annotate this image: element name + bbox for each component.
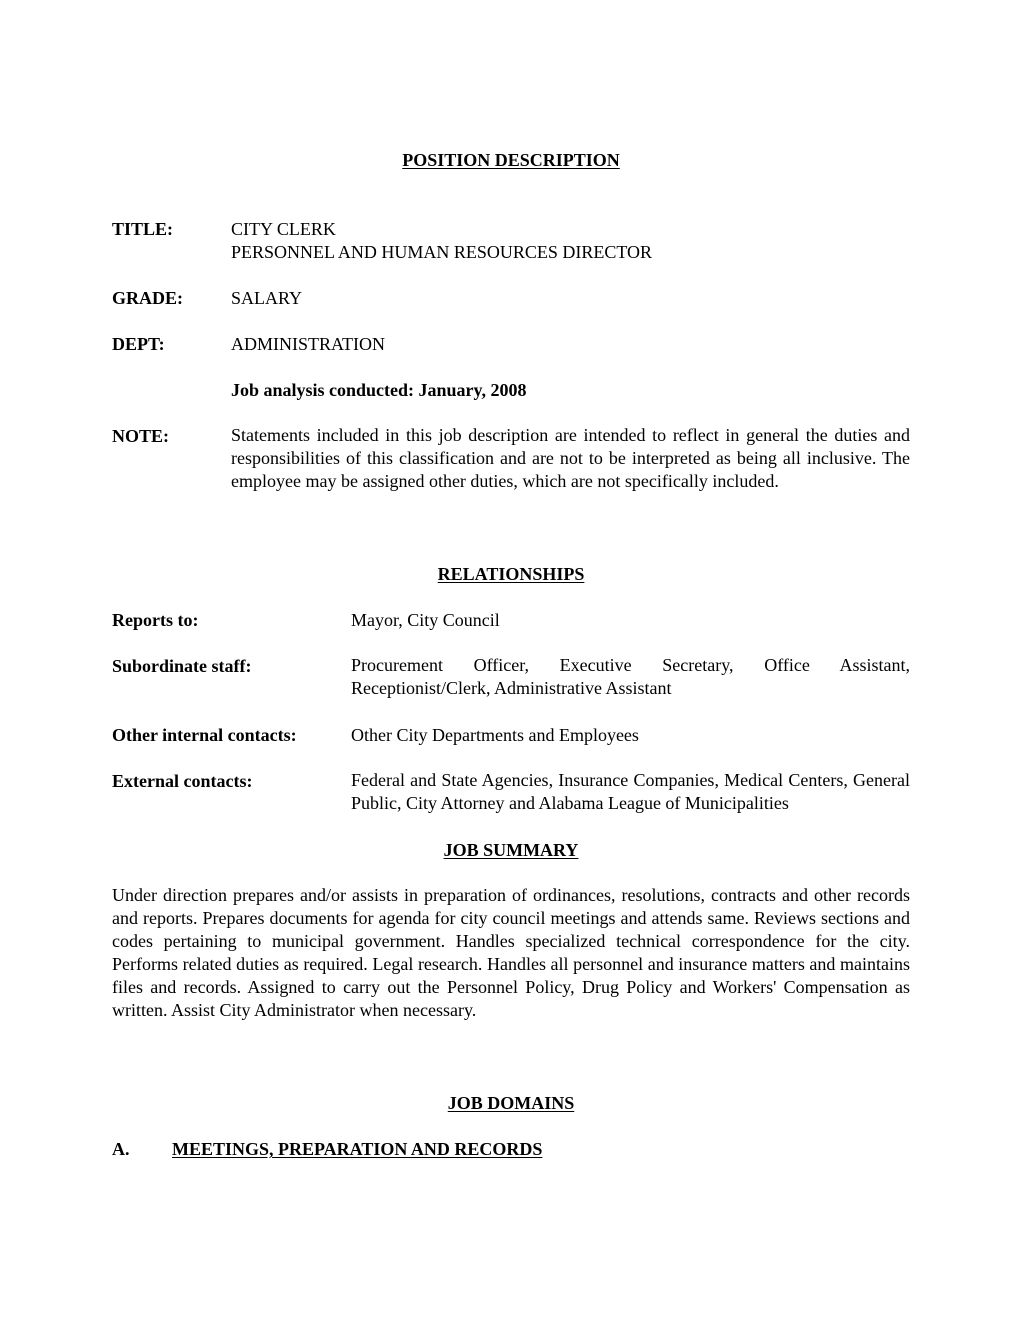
external-contacts-label: External contacts: bbox=[112, 771, 253, 791]
job-domains-heading: JOB DOMAINS bbox=[447, 1093, 575, 1113]
section-a-letter: A. bbox=[112, 1139, 130, 1159]
job-summary-text: Under direction prepares and/or assists in preparation of ordinances, resolutions, contracts and other records and reports. Prepares documents for agenda for city council meetings and attends same. Reviews sections and codes pertaining to municipal government. Handles specialized technical correspondence for the city. Performs related duties as required. Legal research. Handles all personnel and insurance matters and maintains files and records. Assigned to carry out the Personnel Policy, Drug Policy and Workers' Compensation as written. Assist City Administrator when necessary. bbox=[112, 885, 910, 1020]
note-text: Statements included in this job description are intended to reflect in general the duties and responsibilities of this classification and are not to be interpreted as being all inclusive. The employee may be assigned other duties, which are not specifically included. bbox=[231, 425, 910, 491]
job-summary-heading: JOB SUMMARY bbox=[443, 840, 579, 860]
reports-to-value: Mayor, City Council bbox=[351, 610, 500, 630]
title-label: TITLE: bbox=[112, 219, 174, 239]
internal-contacts-label: Other internal contacts: bbox=[112, 725, 297, 745]
dept-value: ADMINISTRATION bbox=[231, 334, 385, 354]
note-label: NOTE: bbox=[112, 426, 170, 446]
internal-contacts-value: Other City Departments and Employees bbox=[351, 725, 639, 745]
grade-label: GRADE: bbox=[112, 288, 183, 308]
reports-to-label: Reports to: bbox=[112, 610, 199, 630]
relationships-heading: RELATIONSHIPS bbox=[437, 564, 585, 584]
subordinate-staff-value: Procurement Officer, Executive Secretary, Office Assistant, Receptionist/Clerk, Administrative Assistant bbox=[351, 655, 910, 698]
section-a-title: MEETINGS, PREPARATION AND RECORDS bbox=[172, 1139, 543, 1159]
title-value-line1: CITY CLERK bbox=[231, 219, 336, 239]
page-title: POSITION DESCRIPTION bbox=[402, 150, 620, 170]
job-analysis-date: Job analysis conducted: January, 2008 bbox=[231, 380, 527, 400]
grade-value: SALARY bbox=[231, 288, 303, 308]
dept-label: DEPT: bbox=[112, 334, 165, 354]
title-value-line2: PERSONNEL AND HUMAN RESOURCES DIRECTOR bbox=[231, 242, 653, 262]
external-contacts-value: Federal and State Agencies, Insurance Companies, Medical Centers, General Public, City Attorney and Alabama League of Municipalities bbox=[351, 770, 910, 813]
subordinate-staff-label: Subordinate staff: bbox=[112, 656, 252, 676]
